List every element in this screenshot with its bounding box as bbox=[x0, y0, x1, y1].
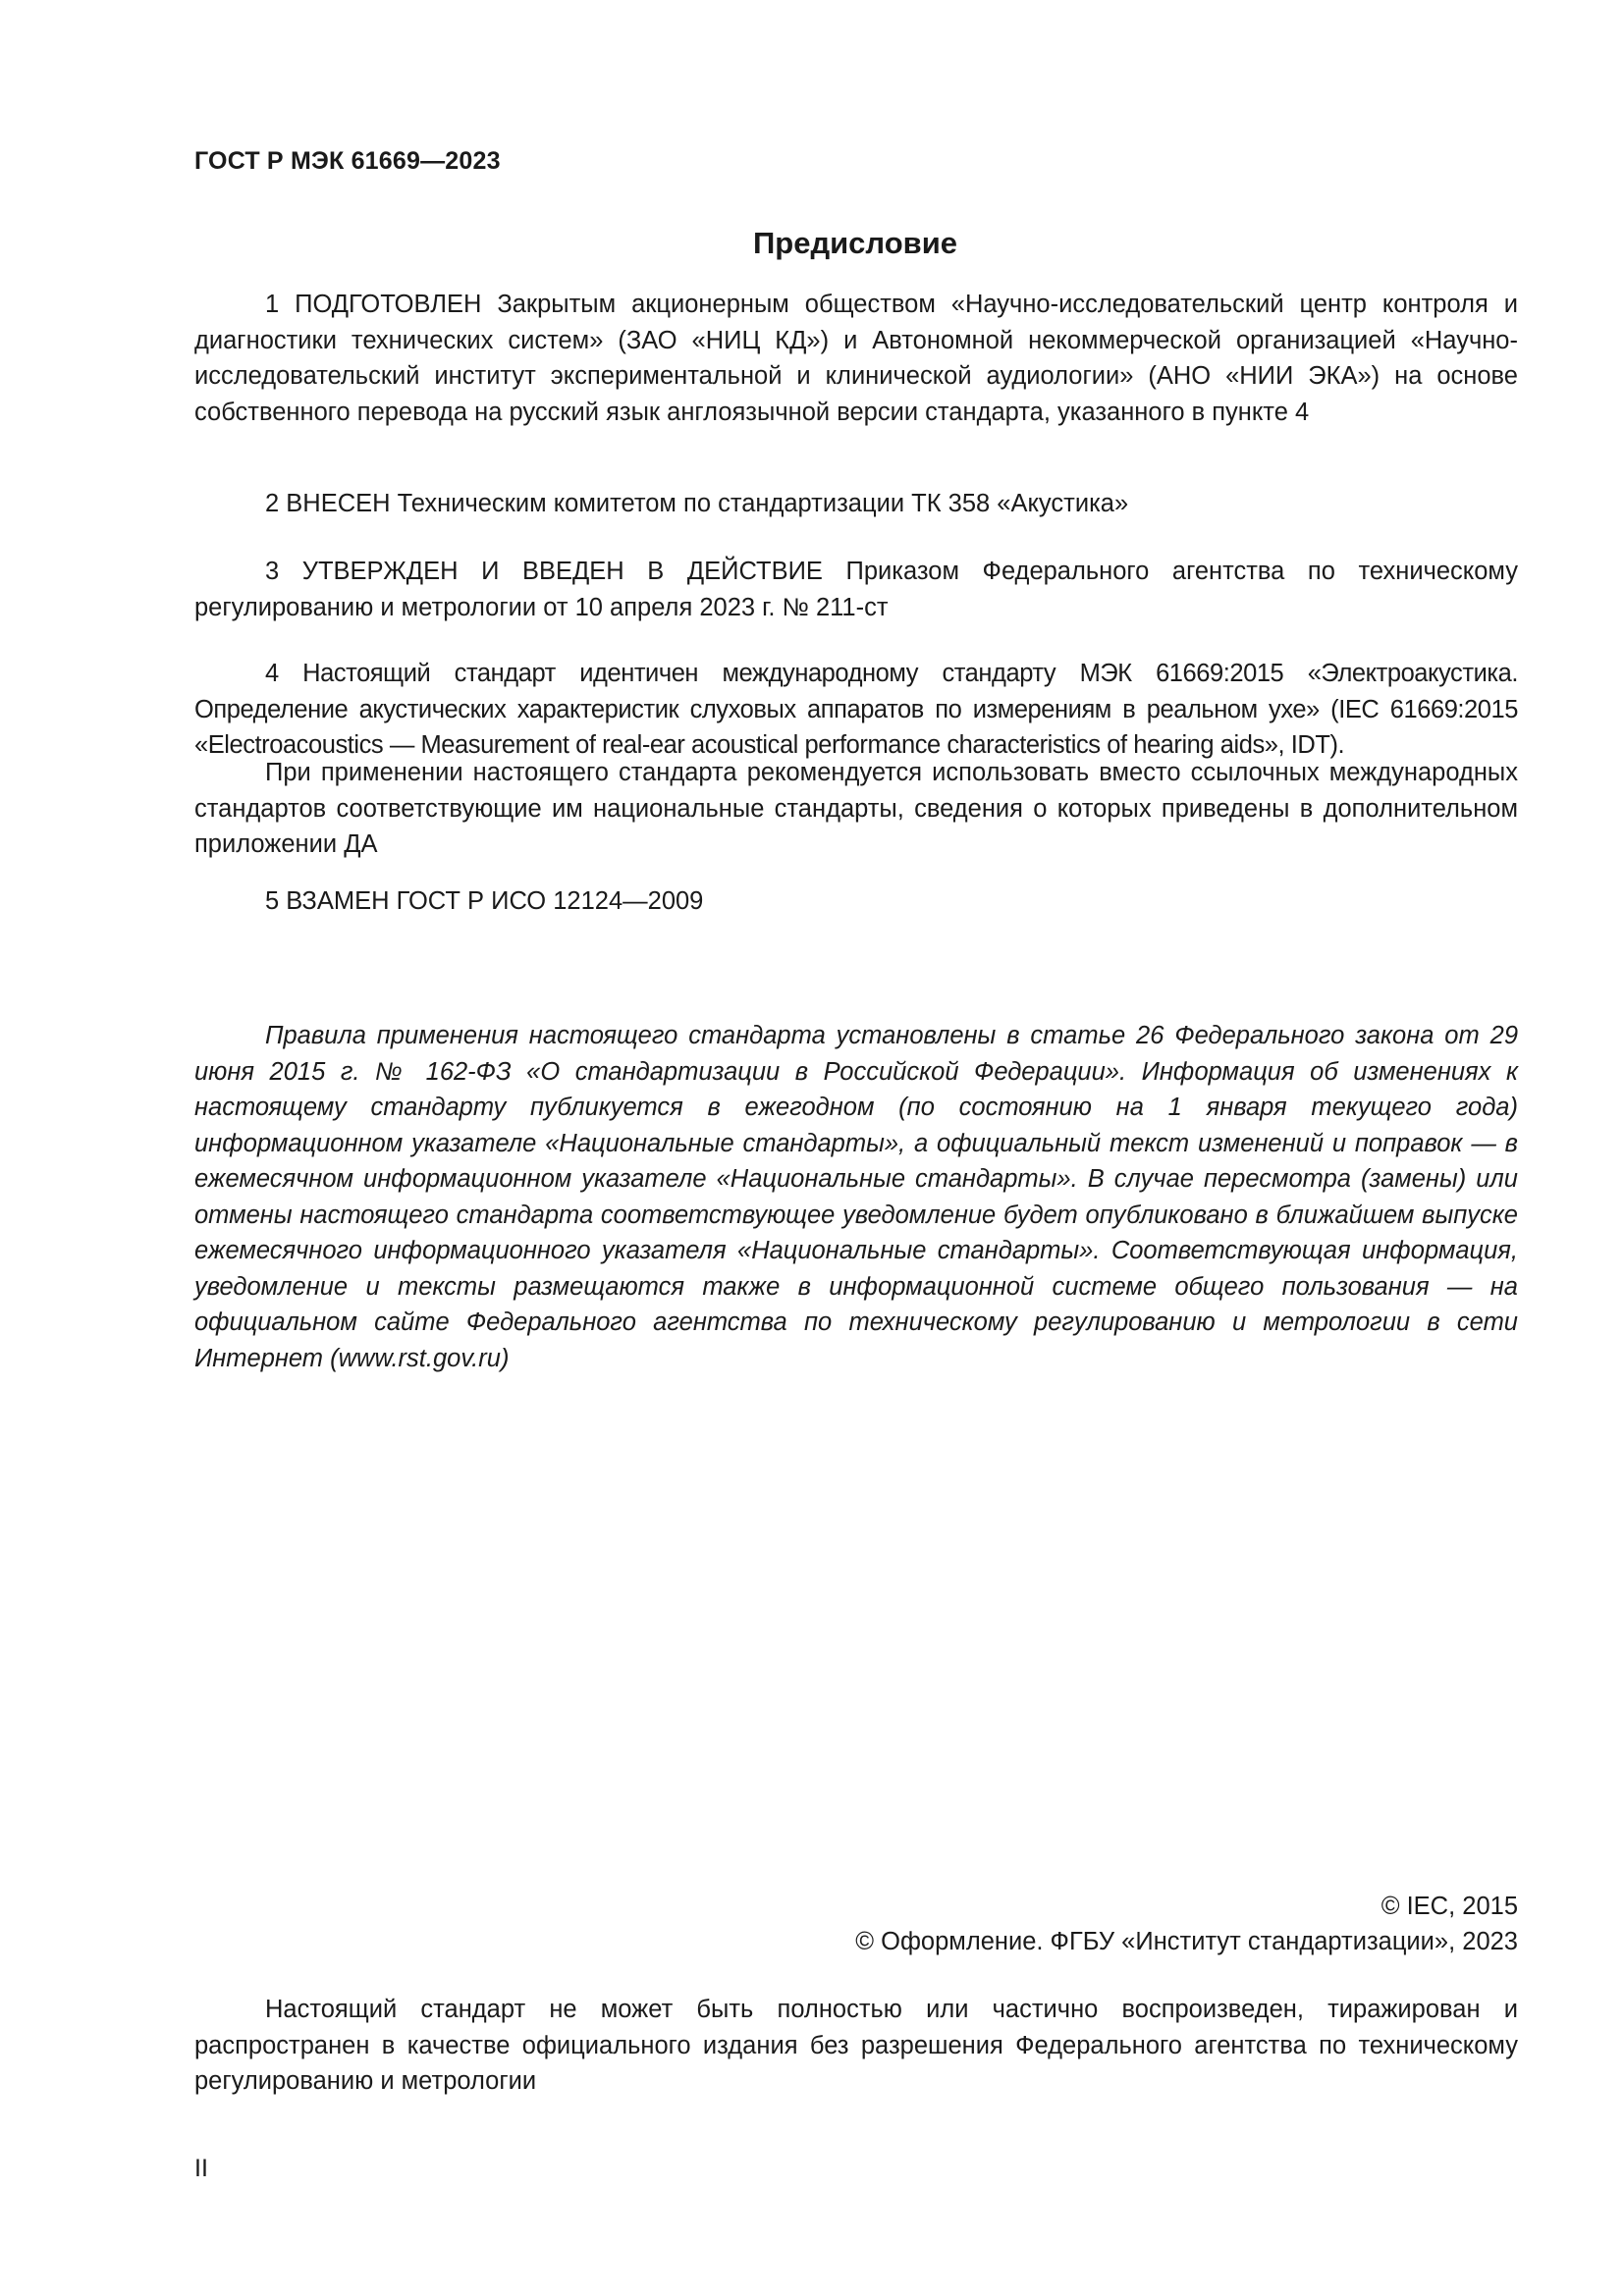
foreword-item-2: 2 ВНЕСЕН Техническим комитетом по стандартизации ТК 358 «Акустика» bbox=[265, 490, 1129, 517]
foreword-item-3: 3 УТВЕРЖДЕН И ВВЕДЕН В ДЕЙСТВИЕ Приказом Федерального агентства по техническому регулированию и метрологии от 10 апреля 2023 г. № 211-ст bbox=[194, 558, 1518, 621]
application-rules-notice: Правила применения настоящего стандарта установлены в статье 26 Федерального закона от 29 июня 2015 г. № 162-ФЗ «О стандартизации в Российской Федерации». Информация об изменениях к настоящему стандарту публикуется в ежегодном (по состоянию на 1 января текущего года) информационном указателе «Национальные стандарты», а официальный текст изменений и поправок — в ежемесячном информационном указателе «Национальные стандарты». В случае пересмотра (замены) или отмены настоящего стандарта соответствующее уведомление будет опубликовано в ближайшем выпуске ежемесячного информационного указателя «Национальные стандарты». Соответствующая информация, уведомление и тексты размещаются также в информационной системе общего пользования — на официальном сайте Федерального агентства по техническому регулированию и метрологии в сети Интернет (www.rst.gov.ru) bbox=[194, 1022, 1518, 1372]
foreword-item-4-note: При применении настоящего стандарта рекомендуется использовать вместо ссылочных международных стандартов соответствующие им национальные стандарты, сведения о которых приведены в дополнительном приложении ДА bbox=[194, 759, 1518, 858]
copyright-design: © Оформление. ФГБУ «Институт стандартизации», 2023 bbox=[855, 1928, 1518, 1955]
document-header: ГОСТ Р МЭК 61669—2023 bbox=[194, 147, 501, 175]
foreword-item-4: 4 Настоящий стандарт идентичен международному стандарту МЭК 61669:2015 «Электроакустика. Определение акустических характеристик слуховых аппаратов по измерениям в реальном ухе» (IEC 61669:2015 «Electroacoustics — Measurement of real-ear acoustical performance characteristics of hearing aids», IDT). bbox=[194, 660, 1518, 759]
copyright-iec: © IEC, 2015 bbox=[1380, 1893, 1518, 1920]
foreword-item-1: 1 ПОДГОТОВЛЕН Закрытым акционерным обществом «Научно-исследовательский центр контроля и диагностики технических систем» (ЗАО «НИЦ КД») и Автономной некоммерческой организацией «Научно-исследовательский институт экспериментальной и клинической аудиологии» (АНО «НИИ ЭКА») на основе собственного перевода на русский язык англоязычной версии стандарта, указанного в пункте 4 bbox=[194, 291, 1518, 426]
foreword-item-5: 5 ВЗАМЕН ГОСТ Р ИСО 12124—2009 bbox=[265, 887, 704, 915]
page-number: II bbox=[194, 2155, 208, 2182]
reproduction-notice: Настоящий стандарт не может быть полностью или частично воспроизведен, тиражирован и распространен в качестве официального издания без разрешения Федерального агентства по техническому регулированию и метрологии bbox=[194, 1996, 1518, 2095]
page-title: Предисловие bbox=[752, 226, 957, 260]
